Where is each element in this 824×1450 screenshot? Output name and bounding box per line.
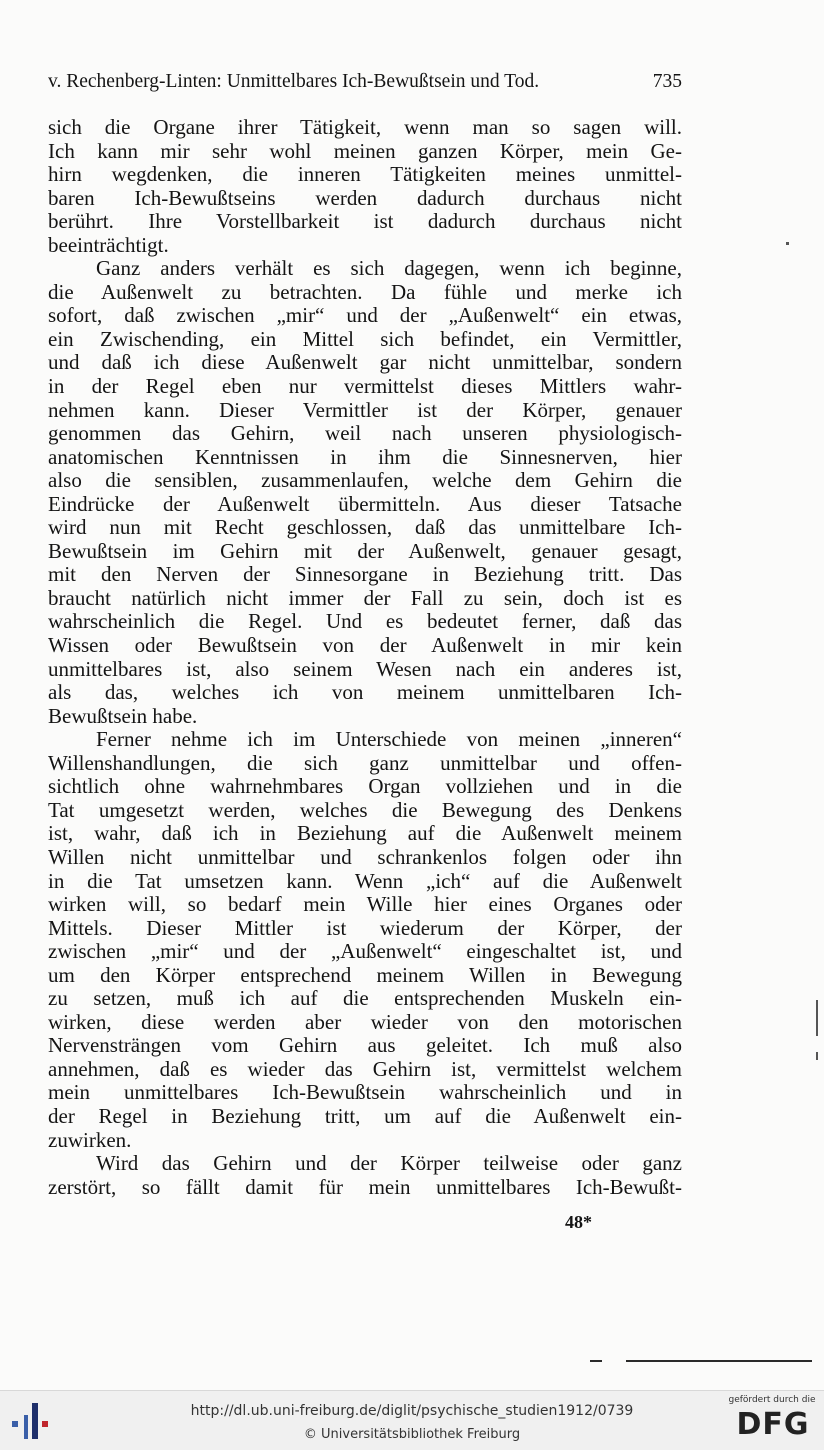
running-head <box>48 70 682 94</box>
source-url[interactable]: http://dl.ub.uni-freiburg.de/diglit/psychische_studien1912/0739 <box>190 1403 634 1419</box>
text-line: mein unmittelbares Ich-Bewußtsein wahrscheinlich und in <box>48 1080 682 1105</box>
text-line: sofort, daß zwischen „mir“ und der „Außenwelt“ ein etwas, <box>48 303 682 328</box>
body-text <box>48 116 682 1199</box>
text-line: hirn wegdenken, die inneren Tätigkeiten meines unmittel- <box>48 162 682 187</box>
margin-tick <box>816 1000 818 1036</box>
text-line: zwischen „mir“ und der „Außenwelt“ eingeschaltet ist, und <box>48 939 682 964</box>
text-line: wirken will, so bedarf mein Wille hier eines Organes oder <box>48 892 682 917</box>
text-line: mit den Nerven der Sinnesorgane in Beziehung tritt. Das <box>48 562 682 587</box>
text-line: ist, wahr, daß ich in Beziehung auf die Außenwelt meinem <box>48 821 682 846</box>
viewer-footer <box>0 1390 824 1450</box>
text-line: genommen das Gehirn, weil nach unseren physiologisch- <box>48 421 682 446</box>
text-line: zuwirken. <box>48 1127 132 1152</box>
text-line: sich die Organe ihrer Tätigkeit, wenn man so sagen will. <box>48 115 682 139</box>
text-line: braucht natürlich nicht immer der Fall zu sein, doch ist es <box>48 585 682 610</box>
dfg-wordmark: DFG <box>736 1407 810 1442</box>
text-line: Ferner nehme ich im Unterschiede von meinen „inneren“ <box>96 727 682 752</box>
page-number: 735 <box>652 71 682 92</box>
running-title: v. Rechenberg-Linten: Unmittelbares Ich-Bewußtsein und Tod. <box>48 71 540 92</box>
text-line: Tat umgesetzt werden, welches die Bewegung des Denkens <box>48 797 682 822</box>
signature-mark: 48* <box>565 1212 592 1232</box>
text-line: also die sensiblen, zusammenlaufen, welche dem Gehirn die <box>48 468 682 493</box>
text-line: Bewußtsein im Gehirn mit der Außenwelt, genauer gesagt, <box>48 538 682 563</box>
text-line: nehmen kann. Dieser Vermittler ist der Körper, genauer <box>48 397 682 422</box>
text-line: als das, welches ich von meinem unmittelbaren Ich- <box>48 680 682 705</box>
margin-tick <box>816 1052 818 1060</box>
text-line: beeinträchtigt. <box>48 232 169 257</box>
text-line: baren Ich-Bewußtseins werden dadurch durchaus nicht <box>48 185 682 210</box>
text-line: Wird das Gehirn und der Körper teilweise oder ganz <box>96 1151 682 1176</box>
text-line: wird nun mit Recht geschlossen, daß das unmittelbare Ich- <box>48 515 682 540</box>
text-line: unmittelbares ist, also seinem Wesen nach ein anderes ist, <box>48 656 682 681</box>
text-line: wirken, diese werden aber wieder von den motorischen <box>48 1009 682 1034</box>
text-line: Wissen oder Bewußtsein von der Außenwelt in mir kein <box>48 633 682 658</box>
text-line: zerstört, so fällt damit für mein unmittelbares Ich-Bewußt- <box>48 1174 682 1199</box>
text-line: zu setzen, muß ich auf die entsprechenden Muskeln ein- <box>48 986 682 1011</box>
copyright-notice: © Universitätsbibliothek Freiburg <box>303 1427 521 1442</box>
text-line: die Außenwelt zu betrachten. Da fühle und merke ich <box>48 279 682 304</box>
page-edge-line <box>626 1360 812 1362</box>
text-line: annehmen, daß es wieder das Gehirn ist, vermittelst welchem <box>48 1056 682 1081</box>
text-line: Mittels. Dieser Mittler ist wiederum der Körper, der <box>48 915 682 940</box>
dfg-caption: gefördert durch die <box>728 1395 816 1405</box>
text-line: um den Körper entsprechend meinem Willen in Bewegung <box>48 962 682 987</box>
text-line: Willenshandlungen, die sich ganz unmittelbar und offen- <box>48 750 682 775</box>
text-line: anatomischen Kenntnissen in ihm die Sinnesnerven, hier <box>48 444 682 469</box>
text-line: der Regel in Beziehung tritt, um auf die Außenwelt ein- <box>48 1103 682 1128</box>
text-line: Bewußtsein habe. <box>48 703 198 728</box>
text-line: ein Zwischending, ein Mittel sich befindet, ein Vermittler, <box>48 326 682 351</box>
dfg-logo <box>724 1395 820 1447</box>
text-line: Ich kann mir sehr wohl meinen ganzen Körper, mein Ge- <box>48 138 682 163</box>
text-line: in die Tat umsetzen kann. Wenn „ich“ auf die Außenwelt <box>48 868 682 893</box>
text-line: in der Regel eben nur vermittelst dieses Mittlers wahr- <box>48 374 682 399</box>
text-line: berührt. Ihre Vorstellbarkeit ist dadurch durchaus nicht <box>48 209 682 234</box>
text-line: Eindrücke der Außenwelt übermitteln. Aus dieser Tatsache <box>48 491 682 516</box>
text-line: sichtlich ohne wahrnehmbares Organ vollziehen und in die <box>48 774 682 799</box>
text-line: Willen nicht unmittelbar und schrankenlos folgen oder ihn <box>48 844 682 869</box>
text-line: und daß ich diese Außenwelt gar nicht unmittelbar, sondern <box>48 350 682 375</box>
text-line: wahrscheinlich die Regel. Und es bedeutet ferner, daß das <box>48 609 682 634</box>
text-line: Nervensträngen vom Gehirn aus geleitet. Ich muß also <box>48 1033 682 1058</box>
page-edge-line <box>590 1360 602 1362</box>
margin-dot <box>786 242 789 245</box>
text-line: Ganz anders verhält es sich dagegen, wenn ich beginne, <box>96 256 682 281</box>
